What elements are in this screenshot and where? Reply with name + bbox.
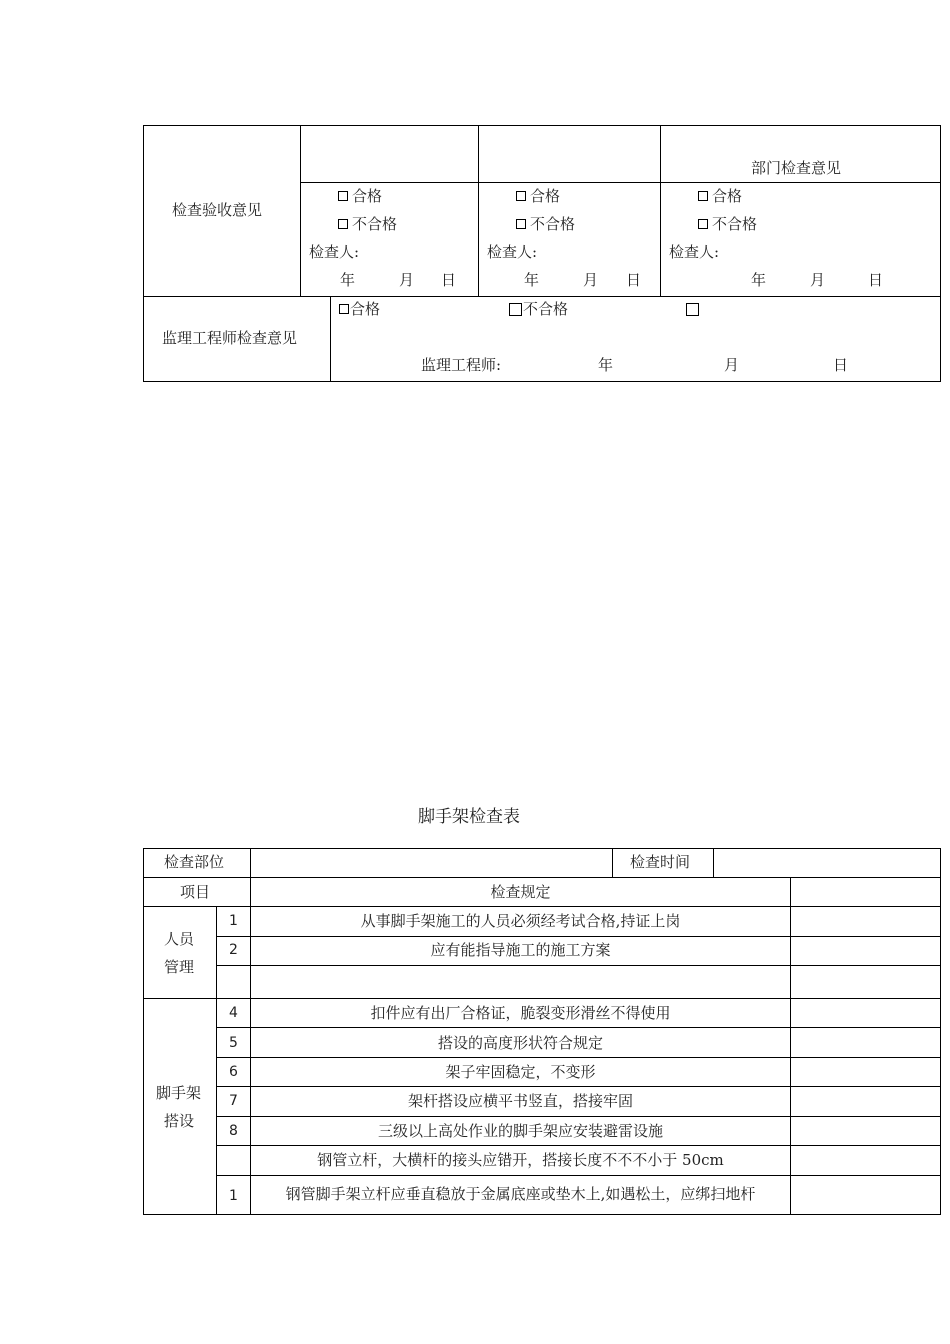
rule-header: 检查规定 [490,883,551,901]
day-label-4: 日 [833,356,849,374]
row-number: 1 [229,913,238,929]
row-number: 4 [229,1005,238,1021]
group-personnel-line1: 人员 [164,930,195,948]
acceptance-label: 检查验收意见 [172,201,263,219]
item-header: 项目 [180,883,211,901]
year-label-4: 年 [598,356,614,374]
inspector-label-1: 检查人: [309,243,360,261]
inspection-location-field[interactable] [252,849,610,876]
day-label-2: 日 [626,271,642,289]
engineer-label: 监理工程师: [421,356,502,374]
supervisor-pass-option[interactable]: 合格 [339,300,380,318]
checkbox-icon [338,191,348,201]
inspection-time-label: 检查时间 [630,853,691,871]
inspection-time-field[interactable] [715,849,939,876]
row-rule: 搭设的高度形状符合规定 [437,1034,603,1052]
row-rule: 从事脚手架施工的人员必须经考试合格,持证上岗 [360,912,681,930]
row-rule: 钢管脚手架立杆应垂直稳放于金属底座或垫木上,如遇松土，应绑扫地杆 [285,1185,756,1203]
checkbox-icon [686,303,699,316]
fail-option-3[interactable]: 不合格 [698,215,757,233]
fail-option-1[interactable]: 不合格 [338,215,397,233]
pass-option-2[interactable]: 合格 [516,187,560,205]
month-label-2: 月 [583,271,599,289]
row-number: 2 [229,942,238,958]
row-rule: 扣件应有出厂合格证，脆裂变形滑丝不得使用 [370,1004,671,1022]
checkbox-icon [509,303,522,316]
row-number: 5 [229,1035,238,1051]
row-rule: 架杆搭设应横平书竖直，搭接牢固 [407,1092,633,1110]
checkbox-icon [338,219,348,229]
scaffold-table-title: 脚手架检查表 [418,807,520,827]
supervisor-opinion-label: 监理工程师检查意见 [162,329,298,347]
month-label-3: 月 [810,271,826,289]
row-rule: 三级以上高处作业的脚手架应安装避雷设施 [377,1122,663,1140]
row-number: 7 [229,1093,238,1109]
group-scaffold-line1: 脚手架 [156,1084,202,1102]
day-label-1: 日 [441,271,457,289]
pass-option-1[interactable]: 合格 [338,187,382,205]
group-personnel-line2: 管理 [164,958,195,976]
checkbox-icon [698,191,708,201]
row-number: 1 [229,1188,238,1204]
row-rule: 架子牢固稳定，不变形 [445,1063,596,1081]
row-rule: 应有能指导施工的施工方案 [430,941,611,959]
group-scaffold-line2: 搭设 [164,1112,195,1130]
inspector-label-3: 检查人: [669,243,720,261]
department-opinion-header: 部门检查意见 [751,159,842,177]
row-number: 6 [229,1064,238,1080]
row-rule: 钢管立杆，大横杆的接头应错开，搭接长度不不不小于 50cm [317,1151,724,1169]
year-label-2: 年 [524,271,540,289]
month-label-1: 月 [399,271,415,289]
year-label-1: 年 [340,271,356,289]
checkbox-icon [698,219,708,229]
inspector-label-2: 检查人: [487,243,538,261]
pass-option-3[interactable]: 合格 [698,187,742,205]
year-label-3: 年 [751,271,767,289]
checkbox-icon [339,304,349,314]
supervisor-extra-option[interactable] [686,300,703,318]
month-label-4: 月 [724,356,740,374]
inspection-location-label: 检查部位 [164,853,225,871]
checkbox-icon [516,191,526,201]
day-label-3: 日 [868,271,884,289]
supervisor-fail-option[interactable]: 不合格 [509,300,568,318]
fail-option-2[interactable]: 不合格 [516,215,575,233]
checkbox-icon [516,219,526,229]
row-number: 8 [229,1123,238,1139]
